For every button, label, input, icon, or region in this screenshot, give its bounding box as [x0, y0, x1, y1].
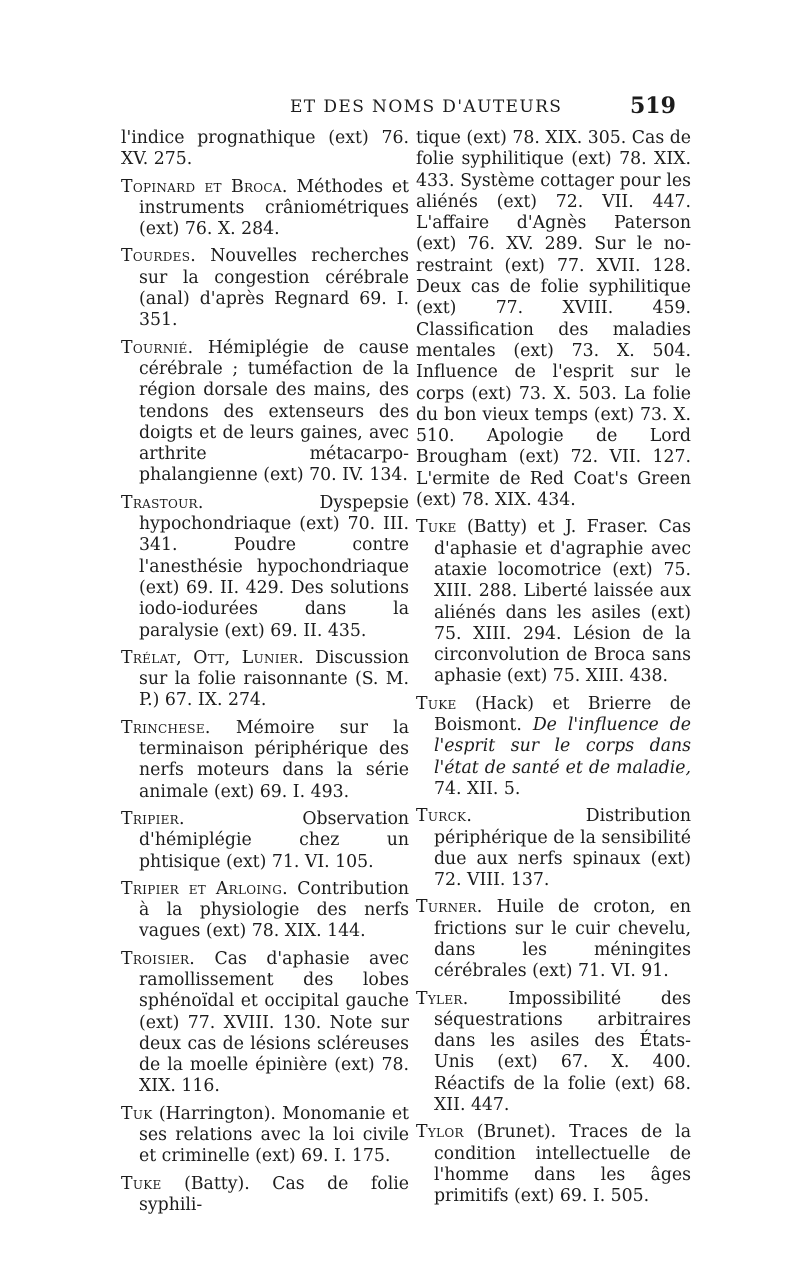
entry-text: (Brunet). Traces de la condition intellectuelle de l'homme dans les âges primitifs (ext) 69. I. 505.: [434, 1122, 691, 1207]
entry-text: Hémiplégie de cause cérébrale ; tuméfaction de la région dorsale des mains, des tendons des extenseurs des doigts et de leurs gaines, avec arthrite métacarpo-phalangienne (ext) 70. IV. 134.: [139, 337, 409, 486]
entry-author: Tourdes.: [121, 246, 197, 267]
page-number: 519: [630, 93, 676, 119]
entry-author: Topinard et Broca.: [121, 176, 288, 197]
index-entry: [121, 338, 409, 487]
index-entry: [416, 517, 691, 687]
running-head: [0, 93, 800, 123]
entry-text: Nouvelles recherches sur la congestion cérébrale (anal) d'après Regnard 69. I. 351.: [139, 246, 409, 331]
entry-text: Observation d'hémiplégie chez un phtisique (ext) 71. VI. 105.: [139, 808, 409, 872]
entry-text: Distribution périphérique de la sensibilité due aux nerfs spinaux (ext) 72. VIII. 137.: [434, 806, 691, 891]
entry-reference: 74. XII. 5.: [434, 778, 521, 799]
entry-author: Tripier.: [121, 808, 185, 829]
entry-text: Impossibilité des séquestrations arbitraires dans les asiles des États-Unis (ext) 67. X. 400. Réactifs de la folie (ext) 68. XII. 447.: [434, 988, 691, 1116]
entry-author: Tuk: [121, 1103, 153, 1124]
index-entry: [121, 809, 409, 873]
entry-author: Tuke: [416, 693, 457, 714]
index-entry: [121, 648, 409, 712]
entry-text: Cas d'aphasie avec ramollissement des lobes sphénoïdal et occipital gauche (ext) 77. XVIII. 130. Note sur deux cas de lésions scléreuses de la moelle épinière (ext) 78. XIX. 116.: [139, 948, 409, 1097]
index-entry: [416, 128, 691, 511]
entry-author: Tylor: [416, 1122, 464, 1143]
entry-author: Tournié.: [121, 337, 194, 358]
entry-author: Tuke: [121, 1173, 162, 1194]
right-column: [416, 128, 691, 1214]
index-entry: [416, 989, 691, 1117]
index-entry: [416, 1122, 691, 1207]
index-entry: [121, 949, 409, 1098]
index-entry: [121, 1174, 409, 1217]
index-entry: [416, 897, 691, 982]
entry-author: Tyler.: [416, 988, 469, 1009]
entry-author: Trastour.: [121, 492, 204, 513]
running-title: ET DES NOMS D'AUTEURS: [290, 97, 563, 117]
entry-text: l'indice prognathique (ext) 76. XV. 275.: [121, 128, 409, 170]
index-entry: [121, 177, 409, 241]
entry-text: (Hack) et Brierre de Boismont.: [434, 693, 691, 736]
index-entry: [121, 128, 409, 171]
entry-text: Dyspepsie hypochondriaque (ext) 70. III. 341. Poudre contre l'anesthésie hypochondriaque (ext) 69. II. 429. Des solutions iodo-iodurées dans la paralysie (ext) 69. II. 435.: [139, 492, 409, 641]
entry-author: Trélat, Ott, Lunier.: [121, 647, 305, 668]
entry-text: Méthodes et instruments crâniométriques (ext) 76. X. 284.: [139, 176, 409, 240]
entry-text: (Batty). Cas de folie syphili-: [139, 1173, 409, 1215]
entry-text: Huile de croton, en frictions sur le cuir chevelu, dans les méningites cérébrales (ext) 71. VI. 91.: [434, 897, 691, 982]
entry-text: (Batty) et J. Fraser. Cas d'aphasie et d'agraphie avec ataxie locomotrice (ext) 75. XIII. 288. Liberté laissée aux aliénés dans les asiles (ext) 75. XIII. 294. Lésion de la circonvolution de Broca sans aphasie (ext) 75. XIII. 438.: [434, 517, 691, 687]
index-entry: [121, 246, 409, 331]
entry-text: Discussion sur la folie raisonnante (S. M. P.) 67. IX. 274.: [139, 647, 409, 711]
entry-text: (Harrington). Monomanie et ses relations avec la loi civile et criminelle (ext) 69. I. 175.: [139, 1103, 409, 1167]
index-entry: [416, 806, 691, 891]
entry-author: Tripier et Arloing.: [121, 878, 288, 899]
entry-author: Troisier.: [121, 948, 196, 969]
index-entry: [121, 1104, 409, 1168]
entry-title-italic: De l'influence de l'esprit sur le corps dans l'état de santé et de maladie,: [434, 715, 691, 778]
index-entry: [121, 493, 409, 642]
entry-text: Contribution à la physiologie des nerfs vagues (ext) 78. XIX. 144.: [139, 878, 409, 942]
entry-author: Turck.: [416, 806, 473, 827]
entry-text: tique (ext) 78. XIX. 305. Cas de folie syphilitique (ext) 78. XIX. 433. Système cottager pour les aliénés (ext) 72. VII. 447. L'affaire d'Agnès Paterson (ext) 76. XV. 289. Sur le no-restraint (ext) 77. XVII. 128. Deux cas de folie syphilitique (ext) 77. XVIII. 459. Classification des maladies mentales (ext) 73. X. 504. Influence de l'esprit sur le corps (ext) 73. X. 503. La folie du bon vieux temps (ext) 73. X. 510. Apologie de Lord Brougham (ext) 72. VII. 127. L'ermite de Red Coat's Green (ext) 78. XIX. 434.: [416, 128, 691, 511]
index-entry: [121, 718, 409, 803]
left-column: [121, 128, 409, 1222]
index-entry: [121, 879, 409, 943]
entry-author: Turner.: [416, 897, 483, 918]
index-entry: [416, 694, 691, 800]
entry-text: Mémoire sur la terminaison périphérique des nerfs moteurs dans la série animale (ext) 69. I. 493.: [139, 717, 409, 802]
entry-author: Trinchese.: [121, 717, 211, 738]
entry-author: Tuke: [416, 517, 457, 538]
